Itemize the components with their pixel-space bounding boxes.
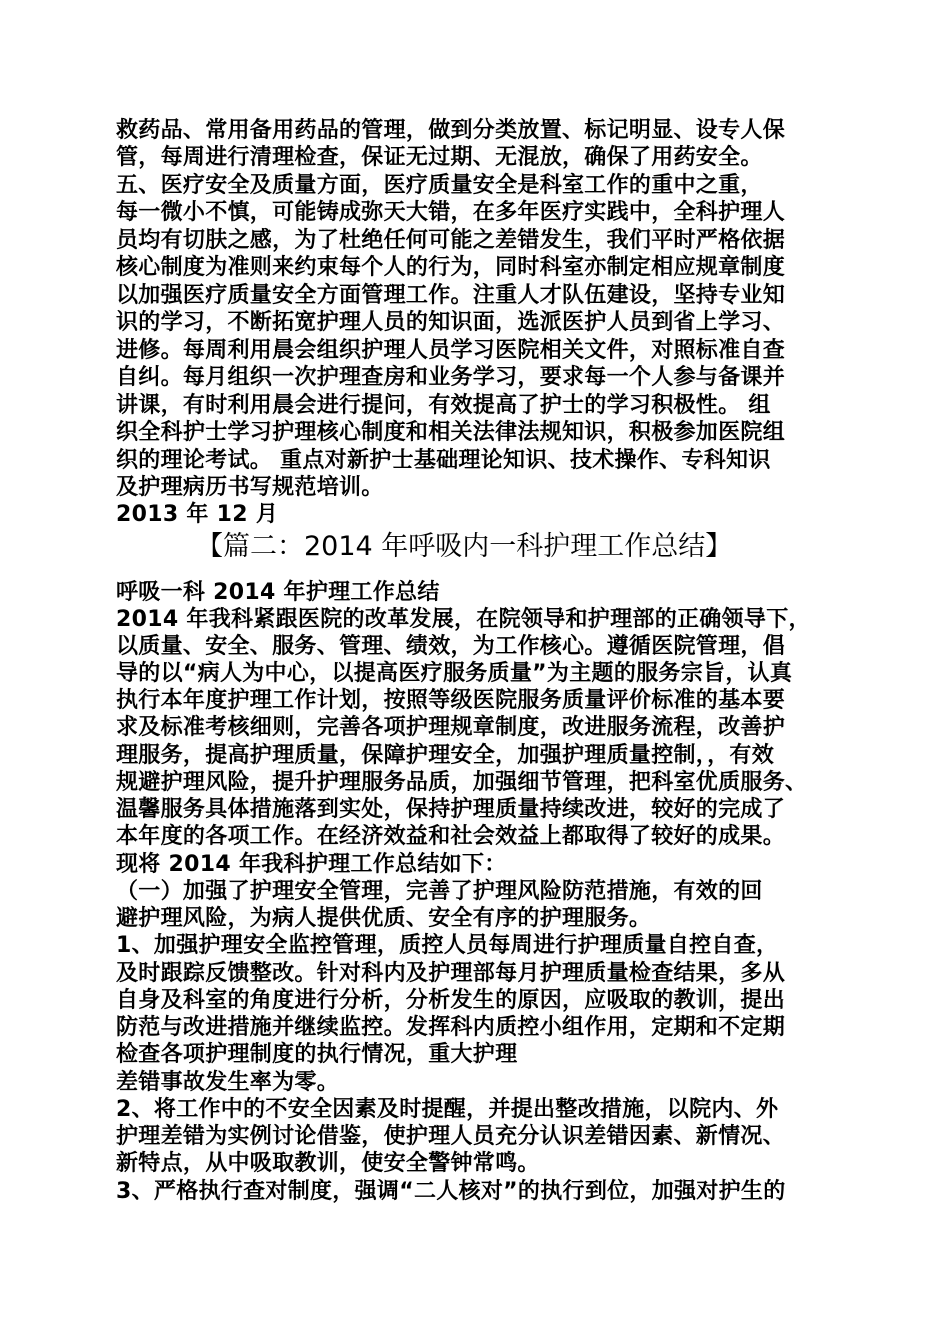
section-heading: 【篇二：2014 年呼吸内一科护理工作总结】 [196,531,733,562]
paragraph-line: 救药品、常用备用药品的管理，做到分类放置、标记明显、设专人保 [116,118,786,143]
paragraph-line: 每一微小不慎，可能铸成弥天大错，在多年医疗实践中，全科护理人 [116,200,786,225]
paragraph-line: 识的学习，不断拓宽护理人员的知识面，选派医护人员到省上学习、 [116,310,786,335]
paragraph-line: 及护理病历书写规范培训。 [116,475,384,500]
paragraph-line: 织的理论考试。 重点对新护士基础理论知识、技术操作、专科知识 [116,448,771,473]
paragraph-line: 执行本年度护理工作计划，按照等级医院服务质量评价标准的基本要 [116,688,786,713]
paragraph-line: 检查各项护理制度的执行情况，重大护理 [116,1042,518,1067]
paragraph-line: 理服务，提高护理质量，保障护理安全，加强护理质量控制，，有效 [116,743,775,768]
paragraph-line: 本年度的各项工作。在经济效益和社会效益上都取得了较好的成果。 [116,824,786,849]
paragraph-line: 及时跟踪反馈整改。针对科内及护理部每月护理质量检查结果，多从 [116,961,786,986]
date-line: 2013 年 12 月 [116,502,279,527]
paragraph-line: 3、严格执行查对制度，强调“二人核对”的执行到位，加强对护生的 [116,1179,786,1204]
paragraph-line: 规避护理风险，提升护理服务品质，加强细节管理，把科室优质服务、 [116,770,808,795]
paragraph-line: 温馨服务具体措施落到实处，保持护理质量持续改进，较好的完成了 [116,797,786,822]
paragraph-line: 核心制度为准则来约束每个人的行为，同时科室亦制定相应规章制度 [116,255,786,280]
section-subtitle: 呼吸一科 2014 年护理工作总结 [116,580,440,605]
paragraph-line: 避护理风险，为病人提供优质、安全有序的护理服务。 [116,906,652,931]
paragraph-line: 差错事故发生率为零。 [116,1070,340,1095]
paragraph-line: 以加强医疗质量安全方面管理工作。注重人才队伍建设，坚持专业知 [116,283,786,308]
paragraph-line: 进修。每周利用晨会组织护理人员学习医院相关文件，对照标准自查 [116,338,786,363]
paragraph-line: 2014 年我科紧跟医院的改革发展，在院领导和护理部的正确领导下， [116,607,811,632]
paragraph-line: 自纠。每月组织一次护理查房和业务学习，要求每一个人参与备课并 [116,365,786,390]
paragraph-line: 五、医疗安全及质量方面，医疗质量安全是科室工作的重中之重， [116,173,763,198]
paragraph-line: 自身及科室的角度进行分析，分析发生的原因，应吸取的教训，提出 [116,988,786,1013]
paragraph-line: 2、将工作中的不安全因素及时提醒，并提出整改措施，以院内、外 [116,1097,779,1122]
paragraph-line: 管，每周进行清理检查，保证无过期、无混放，确保了用药安全。 [116,145,763,170]
paragraph-line: 讲课，有时利用晨会进行提问，有效提高了护士的学习积极性。 组 [116,393,771,418]
paragraph-line: （一）加强了护理安全管理，完善了护理风险防范措施，有效的回 [116,879,763,904]
paragraph-line: 导的以“病人为中心，以提高医疗服务质量”为主题的服务宗旨，认真 [116,661,793,686]
paragraph-line: 现将 2014 年我科护理工作总结如下： [116,852,507,877]
paragraph-line: 护理差错为实例讨论借鉴，使护理人员充分认识差错因素、新情况、 [116,1124,786,1149]
paragraph-line: 防范与改进措施并继续监控。发挥科内质控小组作用，定期和不定期 [116,1015,786,1040]
paragraph-line: 织全科护士学习护理核心制度和相关法律法规知识，积极参加医院组 [116,420,786,445]
paragraph-line: 1、加强护理安全监控管理，质控人员每周进行护理质量自控自查， [116,933,779,958]
paragraph-line: 以质量、安全、服务、管理、绩效，为工作核心。遵循医院管理，倡 [116,634,786,659]
paragraph-line: 求及标准考核细则，完善各项护理规章制度，改进服务流程，改善护 [116,715,786,740]
paragraph-line: 新特点，从中吸取教训，使安全警钟常鸣。 [116,1151,540,1176]
paragraph-line: 员均有切肤之感，为了杜绝任何可能之差错发生，我们平时严格依据 [116,228,786,253]
